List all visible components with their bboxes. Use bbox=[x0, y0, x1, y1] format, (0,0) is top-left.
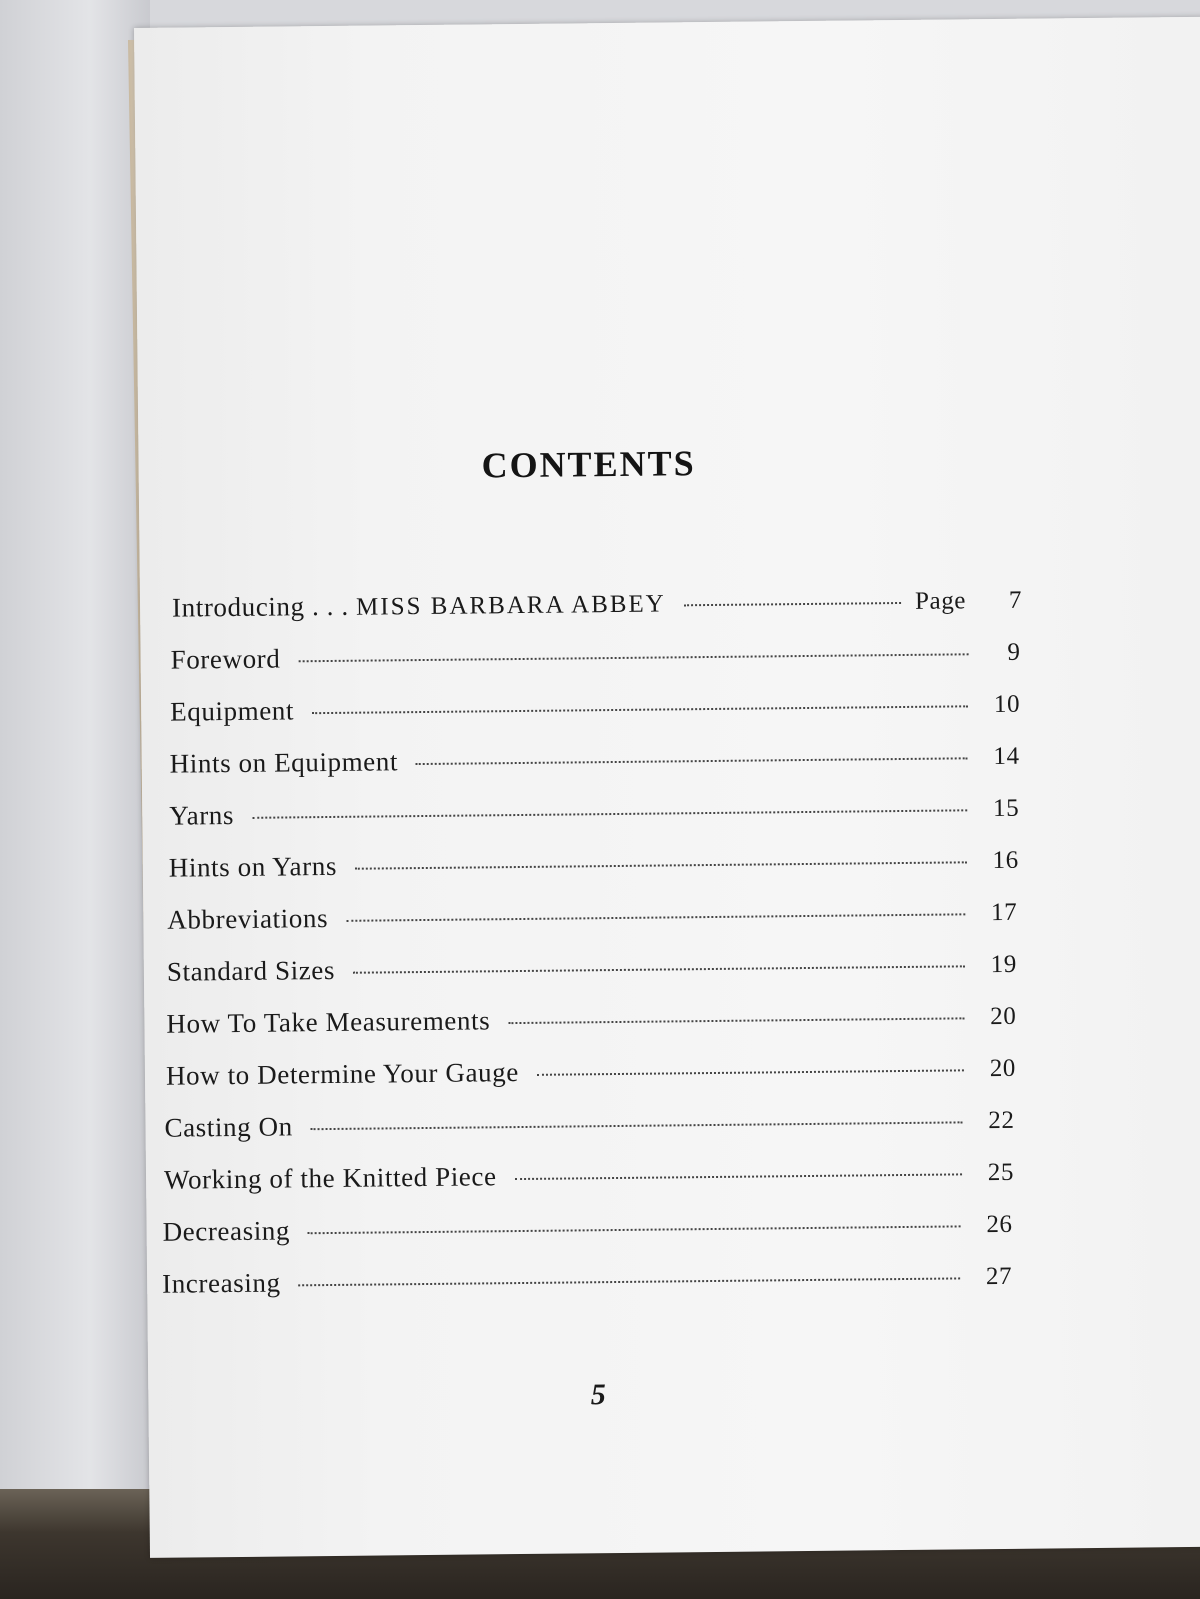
toc-entry-abbreviations[interactable] bbox=[167, 896, 1017, 957]
toc-entry-measurements[interactable] bbox=[166, 1000, 1016, 1061]
toc-entry-label bbox=[172, 587, 666, 623]
leader-dots bbox=[353, 965, 965, 973]
toc-entry-page: 22 bbox=[988, 1106, 1015, 1135]
toc-entry-yarns[interactable] bbox=[169, 792, 1019, 853]
toc-entry-page: 26 bbox=[986, 1210, 1013, 1239]
toc-entry-label: Casting On bbox=[164, 1111, 293, 1143]
toc-entry-foreword[interactable] bbox=[170, 636, 1020, 697]
leader-dots bbox=[416, 757, 968, 765]
leader-dots bbox=[308, 1225, 961, 1234]
toc-entry-prefix: Introducing . . . bbox=[171, 590, 349, 623]
toc-entry-label: Hints on Equipment bbox=[169, 746, 399, 779]
leader-dots bbox=[298, 653, 968, 662]
leader-dots bbox=[684, 602, 901, 606]
toc-entry-introducing[interactable] bbox=[172, 584, 1022, 645]
toc-entry-author: MISS BARBARA ABBEY bbox=[355, 590, 666, 621]
toc-entry-label: Working of the Knitted Piece bbox=[163, 1161, 497, 1195]
toc-entry-label: Hints on Yarns bbox=[168, 850, 338, 883]
toc-entry-page: 15 bbox=[992, 794, 1020, 823]
toc-entry-hints-on-yarns[interactable] bbox=[169, 844, 1019, 905]
leader-dots bbox=[346, 913, 965, 921]
toc-entry-label: How to Determine Your Gauge bbox=[165, 1057, 520, 1091]
toc-entry-page: 20 bbox=[989, 1054, 1017, 1083]
toc-entry-label: Equipment bbox=[170, 695, 295, 727]
page-folio: 5 bbox=[590, 1378, 607, 1412]
toc-entry-page: 20 bbox=[990, 1002, 1017, 1031]
toc-entry-page: 14 bbox=[993, 742, 1020, 771]
leader-dots bbox=[515, 1173, 962, 1180]
book-page bbox=[134, 16, 1200, 1558]
leader-dots bbox=[299, 1277, 961, 1286]
toc-entry-casting-on[interactable] bbox=[164, 1104, 1014, 1165]
toc-entry-page: 25 bbox=[987, 1158, 1015, 1187]
toc-entry-label: How To Take Measurements bbox=[166, 1005, 491, 1039]
toc-entry-label: Standard Sizes bbox=[166, 954, 336, 987]
toc-entry-page: 10 bbox=[993, 690, 1021, 719]
toc-entry-equipment[interactable] bbox=[170, 688, 1020, 749]
leader-dots bbox=[252, 809, 967, 818]
leader-dots bbox=[311, 1121, 963, 1130]
toc-entry-decreasing[interactable] bbox=[162, 1208, 1012, 1269]
toc-entry-label: Increasing bbox=[161, 1267, 281, 1299]
toc-entry-page: 9 bbox=[1007, 638, 1021, 666]
toc-entry-label: Yarns bbox=[169, 799, 235, 831]
table-of-contents bbox=[161, 584, 1028, 1321]
leader-dots bbox=[508, 1017, 964, 1024]
toc-entry-knitted-piece[interactable] bbox=[164, 1156, 1014, 1217]
left-page-edge bbox=[0, 0, 150, 1599]
toc-entry-label: Decreasing bbox=[162, 1215, 291, 1247]
toc-entry-standard-sizes[interactable] bbox=[167, 948, 1017, 1009]
leader-dots bbox=[537, 1069, 964, 1075]
leader-dots bbox=[355, 861, 967, 869]
leader-dots bbox=[312, 705, 968, 714]
toc-entry-label: Abbreviations bbox=[167, 903, 329, 935]
page-word: Page bbox=[914, 587, 967, 615]
toc-entry-increasing[interactable] bbox=[162, 1260, 1012, 1321]
toc-entry-label: Foreword bbox=[170, 643, 281, 675]
toc-entry-page: 27 bbox=[985, 1262, 1013, 1291]
toc-entry-gauge[interactable] bbox=[166, 1052, 1016, 1113]
toc-entry-page: 17 bbox=[990, 898, 1018, 927]
toc-entry-page: 7 bbox=[1008, 586, 1023, 614]
toc-entry-page: 16 bbox=[992, 846, 1019, 875]
toc-entry-page: 19 bbox=[990, 950, 1017, 979]
toc-entry-hints-on-equipment[interactable] bbox=[170, 740, 1020, 801]
page-title: CONTENTS bbox=[481, 443, 696, 486]
